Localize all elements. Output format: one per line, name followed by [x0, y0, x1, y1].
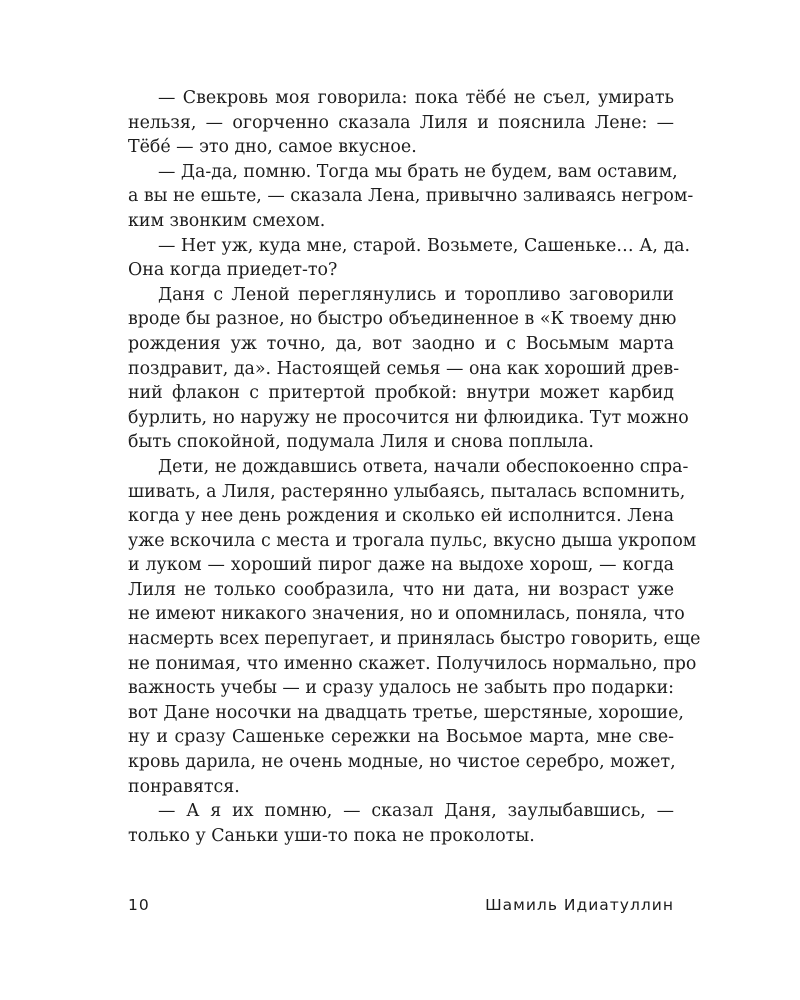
text-line: рождения уж точно, да, вот заодно и с Восьмым марта — [128, 333, 674, 354]
body-text — [128, 86, 701, 848]
text-line: а вы не ешьте, — сказала Лена, привычно заливаясь негром- — [128, 186, 694, 207]
page-footer — [128, 896, 674, 920]
text-line: — А я их помню, — сказал Даня, заулыбавшись, — — [158, 801, 674, 822]
paragraph — [128, 160, 694, 234]
text-line: ну и сразу Сашеньке сережки на Восьмое марта, мне све- — [128, 727, 674, 748]
text-line: быть спокойной, подумала Лиля и снова поплыла. — [128, 432, 594, 453]
text-line: Она когда приедет-то? — [128, 260, 338, 281]
text-line: шивать, а Лиля, растерянно улыбаясь, пыталась вспомнить, — [128, 481, 686, 502]
text-line: нельзя, — огорченно сказала Лиля и пояснила Лене: — — [128, 112, 674, 133]
paragraph — [128, 455, 701, 799]
text-line: уже вскочила с места и трогала пульс, вкусно дыша укропом — [128, 530, 697, 551]
paragraph — [128, 283, 689, 455]
text-line: важность учебы — и сразу удалось не забыть про подарки: — [128, 678, 675, 699]
paragraph — [128, 86, 674, 160]
text-line: ний флакон с притертой пробкой: внутри может карбид — [128, 383, 674, 404]
text-line: вроде бы разное, но быстро объединенное в «К твоему дню — [128, 309, 677, 330]
paragraph — [128, 234, 691, 283]
paragraph — [128, 799, 674, 848]
text-line: Дети, не дождавшись ответа, начали обеспокоенно спра- — [158, 456, 689, 477]
text-line: Тёбе́ — это дно, самое вкусное. — [128, 137, 417, 158]
text-line: ким звонким смехом. — [128, 210, 326, 231]
text-line: Лиля не только сообразила, что ни дата, ни возраст уже — [128, 579, 674, 600]
text-line: кровь дарила, не очень модные, но чистое серебро, может, — [128, 752, 676, 773]
text-line: поздравит, да». Настоящей семья — она как хороший древ- — [128, 358, 680, 379]
text-line: только у Саньки уши-то пока не проколоты. — [128, 825, 535, 846]
text-line: и луком — хороший пирог даже на выдохе хорош, — когда — [128, 555, 674, 576]
text-line: не понимая, что именно скажет. Получилось нормально, про — [128, 653, 697, 674]
text-line: когда у нее день рождения и сколько ей исполнится. Лена — [128, 506, 674, 527]
text-line: бурлить, но наружу не просочится ни флюидика. Тут можно — [128, 407, 689, 428]
text-line: не имеют никакого значения, но и опомнилась, поняла, что — [128, 604, 685, 625]
page-number: 10 — [128, 896, 150, 914]
text-line: вот Дане носочки на двадцать третье, шерстяные, хорошие, — [128, 702, 684, 723]
text-line: — Свекровь моя говорила: пока тёбе́ не съел, умирать — [158, 88, 674, 108]
text-line: — Да-да, помню. Тогда мы брать не будем, вам оставим, — [158, 161, 678, 182]
text-line: — Нет уж, куда мне, старой. Возьмете, Сашеньке… А, да. — [158, 235, 691, 256]
text-line: насмерть всех перепугает, и принялась быстро говорить, еще — [128, 629, 701, 650]
text-line: понравятся. — [128, 776, 240, 797]
running-head-author: Шамиль Идиатуллин — [485, 896, 674, 914]
text-line: Даня с Леной переглянулись и торопливо заговорили — [158, 284, 674, 305]
